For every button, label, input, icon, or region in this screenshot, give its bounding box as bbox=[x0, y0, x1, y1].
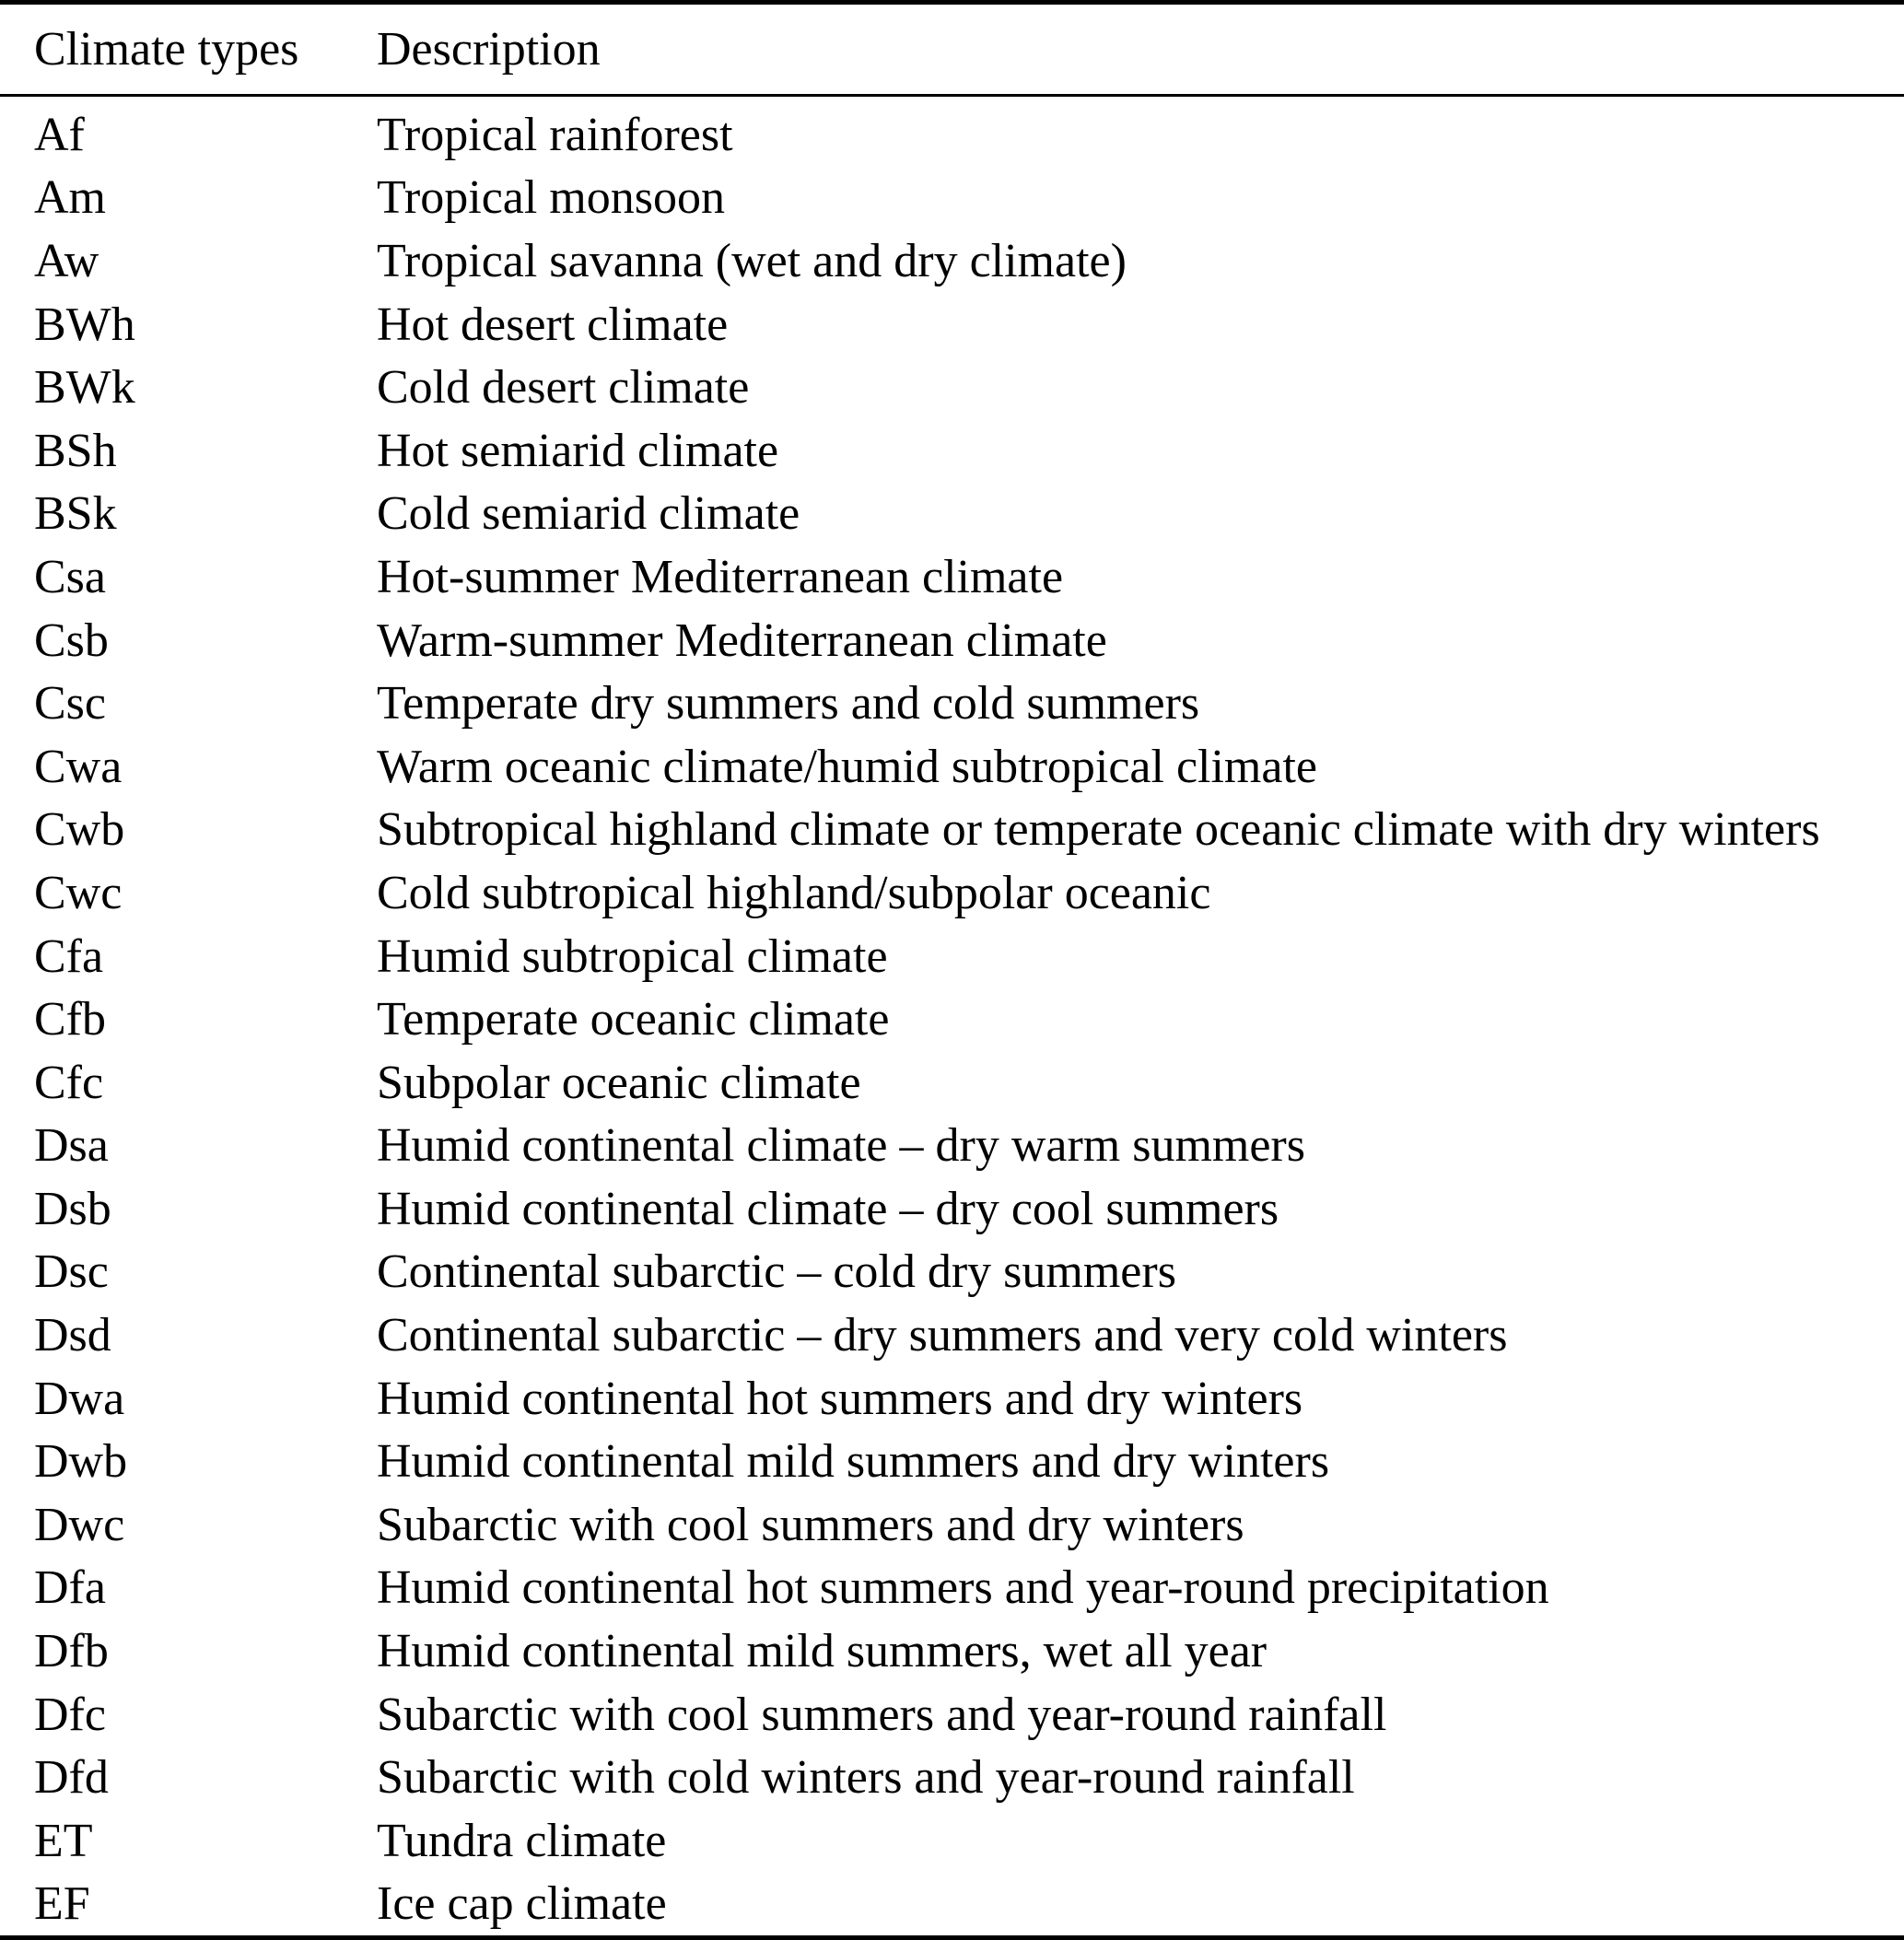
table-header bbox=[0, 3, 1904, 96]
climate-code-cell: BWh bbox=[34, 298, 135, 351]
table-row bbox=[0, 988, 1904, 1051]
table-body bbox=[0, 96, 1904, 1938]
table-row bbox=[0, 1557, 1904, 1620]
climate-description-cell: Warm-summer Mediterranean climate bbox=[377, 614, 1107, 667]
climate-code-cell: Csa bbox=[34, 550, 106, 603]
climate-code-cell: Dfc bbox=[34, 1688, 106, 1741]
climate-description-cell: Tundra climate bbox=[377, 1814, 667, 1867]
climate-description-cell: Humid continental climate – dry warm summers bbox=[377, 1119, 1305, 1173]
table-row bbox=[0, 925, 1904, 988]
column-header-climate-types: Climate types bbox=[0, 3, 376, 96]
climate-code-cell: Dsd bbox=[34, 1309, 111, 1362]
climate-code-cell: EF bbox=[34, 1877, 90, 1931]
climate-description-cell: Cold subtropical highland/subpolar oceanic bbox=[377, 866, 1211, 919]
climate-code-cell: Dsa bbox=[34, 1119, 109, 1173]
climate-description-cell: Continental subarctic – dry summers and very cold winters bbox=[377, 1309, 1508, 1362]
table-row bbox=[0, 1619, 1904, 1683]
climate-code-cell: Am bbox=[34, 171, 106, 225]
table-row bbox=[0, 1430, 1904, 1493]
climate-code-cell: BSh bbox=[34, 424, 117, 477]
table-row bbox=[0, 1367, 1904, 1431]
climate-description-cell: Hot desert climate bbox=[377, 298, 729, 351]
table-row bbox=[0, 356, 1904, 419]
climate-description-cell: Tropical rainforest bbox=[377, 108, 733, 161]
table-row bbox=[0, 1177, 1904, 1241]
climate-code-cell: Csb bbox=[34, 614, 109, 667]
table-row bbox=[0, 1873, 1904, 1938]
climate-description-cell: Ice cap climate bbox=[377, 1877, 667, 1931]
climate-description-cell: Temperate oceanic climate bbox=[377, 993, 890, 1046]
climate-code-cell: BWk bbox=[34, 361, 135, 415]
table-row bbox=[0, 609, 1904, 672]
climate-description-cell: Hot-summer Mediterranean climate bbox=[377, 550, 1064, 603]
table-row bbox=[0, 799, 1904, 862]
climate-description-cell: Humid continental climate – dry cool summers bbox=[377, 1182, 1279, 1235]
climate-description-cell: Tropical monsoon bbox=[377, 171, 725, 225]
climate-code-cell: Dfb bbox=[34, 1625, 109, 1678]
table-header-row bbox=[0, 3, 1904, 96]
climate-description-cell: Subpolar oceanic climate bbox=[377, 1056, 861, 1109]
climate-description-cell: Cold desert climate bbox=[377, 361, 750, 415]
climate-code-cell: Aw bbox=[34, 234, 99, 287]
climate-description-cell: Temperate dry summers and cold summers bbox=[377, 677, 1200, 730]
table-row bbox=[0, 1241, 1904, 1304]
climate-code-cell: Dsb bbox=[34, 1182, 111, 1235]
climate-description-cell: Cold semiarid climate bbox=[377, 487, 800, 541]
climate-code-cell: Cwa bbox=[34, 740, 123, 793]
climate-description-cell: Humid subtropical climate bbox=[377, 929, 888, 983]
climate-description-cell: Subarctic with cold winters and year-round rainfall bbox=[377, 1751, 1355, 1805]
climate-code-cell: Cwc bbox=[34, 866, 123, 919]
table-row bbox=[0, 1051, 1904, 1115]
climate-description-cell: Humid continental mild summers, wet all year bbox=[377, 1625, 1267, 1678]
climate-code-cell: Cfb bbox=[34, 993, 106, 1046]
table-row bbox=[0, 167, 1904, 230]
table-row bbox=[0, 293, 1904, 356]
climate-description-cell: Humid continental mild summers and dry winters bbox=[377, 1435, 1330, 1489]
table-row bbox=[0, 419, 1904, 483]
table-row bbox=[0, 1303, 1904, 1367]
table-row bbox=[0, 96, 1904, 167]
climate-code-cell: Csc bbox=[34, 677, 106, 730]
climate-code-cell: Dsc bbox=[34, 1245, 109, 1299]
table-row bbox=[0, 229, 1904, 293]
table-row bbox=[0, 1493, 1904, 1557]
table-row bbox=[0, 672, 1904, 735]
climate-description-cell: Humid continental hot summers and dry winters bbox=[377, 1372, 1303, 1425]
table-row bbox=[0, 861, 1904, 925]
table-row bbox=[0, 545, 1904, 609]
climate-code-cell: Dwa bbox=[34, 1372, 125, 1425]
climate-code-cell: Dwb bbox=[34, 1435, 128, 1489]
table-row bbox=[0, 1683, 1904, 1747]
climate-description-cell: Tropical savanna (wet and dry climate) bbox=[377, 234, 1127, 287]
climate-description-cell: Subarctic with cool summers and dry winters bbox=[377, 1498, 1244, 1551]
climate-code-cell: Cwb bbox=[34, 803, 125, 857]
climate-code-cell: Cfa bbox=[34, 929, 104, 983]
table-row bbox=[0, 1809, 1904, 1873]
table-row bbox=[0, 483, 1904, 546]
climate-code-cell: BSk bbox=[34, 487, 117, 541]
climate-code-cell: Dfa bbox=[34, 1561, 106, 1615]
climate-code-cell: Dwc bbox=[34, 1498, 125, 1551]
table-row bbox=[0, 1115, 1904, 1178]
climate-code-cell: Af bbox=[34, 108, 85, 161]
climate-description-cell: Continental subarctic – cold dry summers bbox=[377, 1245, 1176, 1299]
table-row bbox=[0, 1746, 1904, 1809]
climate-code-cell: ET bbox=[34, 1814, 93, 1867]
climate-description-cell: Humid continental hot summers and year-round precipitation bbox=[377, 1561, 1549, 1615]
climate-code-cell: Cfc bbox=[34, 1056, 104, 1109]
climate-description-cell: Warm oceanic climate/humid subtropical climate bbox=[377, 740, 1317, 793]
climate-description-cell: Subarctic with cool summers and year-round rainfall bbox=[377, 1688, 1387, 1741]
climate-code-cell: Dfd bbox=[34, 1751, 109, 1805]
column-header-description: Description bbox=[376, 3, 1904, 96]
climate-description-cell: Hot semiarid climate bbox=[377, 424, 779, 477]
climate-description-cell: Subtropical highland climate or temperate oceanic climate with dry winters bbox=[377, 803, 1820, 857]
table-row bbox=[0, 735, 1904, 799]
